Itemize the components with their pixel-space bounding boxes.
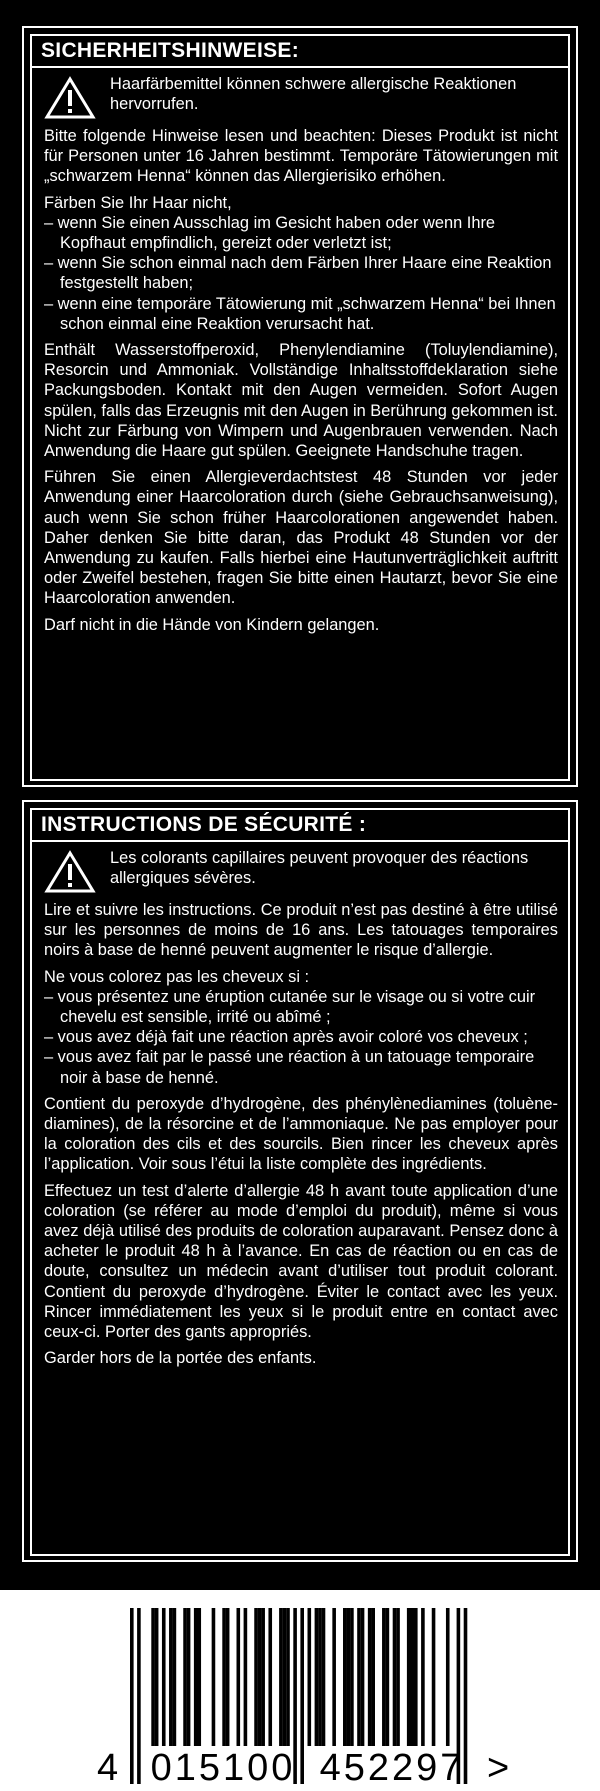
barcode-bar xyxy=(308,1608,312,1746)
barcode-bar xyxy=(261,1608,265,1746)
barcode-bar xyxy=(226,1608,230,1746)
barcode-bar xyxy=(315,1608,319,1746)
barcode-bar xyxy=(432,1608,436,1746)
barcode-bar xyxy=(414,1608,418,1746)
barcode-bar xyxy=(382,1608,386,1746)
barcode-bar xyxy=(268,1608,272,1746)
warning-triangle-icon xyxy=(44,76,96,120)
safety-panel-french xyxy=(22,800,578,1562)
contraindication-list xyxy=(44,987,558,1088)
barcode-bar xyxy=(162,1608,166,1746)
list-item: – wenn Sie einen Ausschlag im Gesicht haben oder wenn Ihre Kopfhaut empfindlich, gereizt oder verletzt ist; xyxy=(44,213,496,253)
allergy-test-paragraph: Effectuez un test d’alerte d’allergie 48 h avant toute application d’une coloration (se référer au mode d’emploi du produit), même si vous avez déjà utilisé des produits de coloration auparavant. Pensez donc à acheter le produit 48 h à l’avance. En cas de réaction ou en cas de doute, consultez un médecin avant d’utiliser tout produit colorant. Contient du peroxyde d’hydrogène. Éviter le contact avec les yeux. Rincer immédiatement les yeux si le produit entre en contact avec ceux-ci. Porter des gants appropriés. xyxy=(44,1181,558,1342)
barcode-bar xyxy=(237,1608,241,1746)
barcode-bar xyxy=(347,1608,351,1746)
barcode-bar xyxy=(187,1608,191,1746)
warning-text: Haarfärbemittel können schwere allergische Reaktionen hervorrufen. xyxy=(110,75,517,114)
barcode-bar xyxy=(137,1608,141,1784)
panel-content xyxy=(30,842,570,1556)
barcode-bar xyxy=(155,1608,159,1746)
barcode-bar xyxy=(410,1608,414,1746)
barcode-bar xyxy=(361,1608,365,1746)
barcode-bar xyxy=(130,1608,134,1784)
barcode-bar xyxy=(173,1608,177,1746)
barcode-bar xyxy=(393,1608,397,1746)
barcode-bar xyxy=(258,1608,262,1746)
warning-triangle-icon xyxy=(44,850,96,894)
barcode-digit-first: 4 xyxy=(97,1747,119,1789)
list-item: – vous avez déjà fait une réaction après avoir coloré vos cheveux ; xyxy=(44,1028,528,1047)
barcode-bar xyxy=(244,1608,248,1746)
list-item: – wenn eine temporäre Tätowierung mit „schwarzem Henna“ bei Ihnen schon einmal eine Reaktion verursacht hat. xyxy=(44,294,556,333)
intro-paragraph: Bitte folgende Hinweise lesen und beachten: Dieses Produkt ist nicht für Personen unter 16 Jahren bestimmt. Temporäre Tätowierungen mit „schwarzem Henna“ können das Allergierisiko erhöhen. xyxy=(44,127,558,186)
barcode xyxy=(0,1590,600,1791)
barcode-bar xyxy=(169,1608,173,1746)
barcode-bar xyxy=(183,1608,187,1746)
barcode-bar xyxy=(197,1608,201,1746)
list-item: – vous présentez une éruption cutanée sur le visage ou si votre cuir chevelu est sensible, irrité ou abîmé ; xyxy=(44,987,536,1027)
children-warning: Darf nicht in die Hände von Kindern gelangen. xyxy=(44,615,380,634)
allergy-warning xyxy=(44,74,558,120)
barcode-bar xyxy=(446,1608,450,1746)
barcode-bar xyxy=(332,1608,336,1746)
barcode-bar xyxy=(421,1608,425,1746)
ingredients-paragraph: Contient du peroxyde d’hydrogène, des phénylènediamines (toluène-diamines), de la résorcine et de l’ammoniaque. Ne pas employer pour la coloration des cils et des sourcils. Bien rincer les cheveux après l’application. Voir sous l’étui la liste complète des ingrédients. xyxy=(44,1094,558,1174)
warning-text: Les colorants capillaires peuvent provoquer des réactions allergiques sévères. xyxy=(110,849,529,888)
panel-content xyxy=(30,68,570,781)
barcode-bar xyxy=(254,1608,258,1746)
allergy-test-paragraph: Führen Sie einen Allergieverdachtstest 48 Stunden vor jeder Anwendung einer Haarcoloration durch (siehe Gebrauchsanweisung), auch wenn Sie schon früher Haarcolorationen angewendet haben. Daher denken Sie bitte daran, das Produkt 48 Stunden vor der Anwendung zu kaufen. Falls hierbei eine Hautunverträglichkeit auftritt oder Zweifel bestehen, fragen Sie bitte einen Hautarzt, bevor Sie eine Haarcoloration anwenden. xyxy=(44,468,558,608)
contraindication-list xyxy=(44,213,558,334)
safety-panel-german xyxy=(22,26,578,787)
ingredients-paragraph: Enthält Wasserstoffperoxid, Phenylendiamine (Toluylendiamine), Resorcin und Ammoniak. Vollständige Inhaltsstoffdeklaration siehe Packungsboden. Kontakt mit den Augen vermeiden. Sofort Augen spülen, falls das Erzeugnis mit den Augen in Berührung gekommen ist. Nicht zur Färbung von Wimpern und Augenbrauen verwenden. Nach Anwendung die Haare gut spülen. Geeignete Handschuhe tragen. xyxy=(44,341,558,461)
barcode-bar xyxy=(300,1608,304,1784)
barcode-bar xyxy=(279,1608,283,1746)
intro-paragraph: Lire et suivre les instructions. Ce produit n’est pas destiné à être utilisé sur les personnes de moins de 16 ans. Les tatouages temporaires noirs à base de henné peuvent augmenter le risque d’allergie. xyxy=(44,901,558,960)
barcode-bar xyxy=(357,1608,361,1746)
barcode-bar xyxy=(371,1608,375,1746)
barcode-bar xyxy=(407,1608,411,1746)
barcode-bar xyxy=(283,1608,287,1746)
barcode-bar xyxy=(318,1608,322,1746)
list-item: – vous avez fait par le passé une réaction à un tatouage temporaire noir à base de henné. xyxy=(44,1048,535,1087)
barcode-bar xyxy=(151,1608,155,1746)
list-intro: Ne vous colorez pas les cheveux si : xyxy=(44,967,310,986)
barcode-bar xyxy=(396,1608,400,1746)
barcode-bar xyxy=(222,1608,226,1746)
barcode-bar xyxy=(386,1608,390,1746)
list-item: – wenn Sie schon einmal nach dem Färben Ihrer Haare eine Reaktion festgestellt haben; xyxy=(44,254,552,293)
barcode-bar xyxy=(322,1608,326,1746)
barcode-bar xyxy=(194,1608,198,1746)
panel-title: SICHERHEITSHINWEISE: xyxy=(30,34,570,68)
list-intro: Färben Sie Ihr Haar nicht, xyxy=(44,193,232,212)
barcode-bar xyxy=(212,1608,216,1746)
barcode-bar xyxy=(368,1608,372,1746)
barcode-bar xyxy=(350,1608,354,1746)
barcode-end-mark: > xyxy=(487,1747,510,1789)
barcode-bar xyxy=(286,1608,290,1746)
panel-title: INSTRUCTIONS DE SÉCURITÉ : xyxy=(30,808,570,842)
barcode-bar xyxy=(343,1608,347,1746)
barcode-group-right: 452297 xyxy=(319,1747,465,1789)
barcode-group-left: 015100 xyxy=(150,1747,296,1789)
barcode-area xyxy=(0,1590,600,1791)
allergy-warning xyxy=(44,848,558,894)
children-warning: Garder hors de la portée des enfants. xyxy=(44,1349,317,1368)
